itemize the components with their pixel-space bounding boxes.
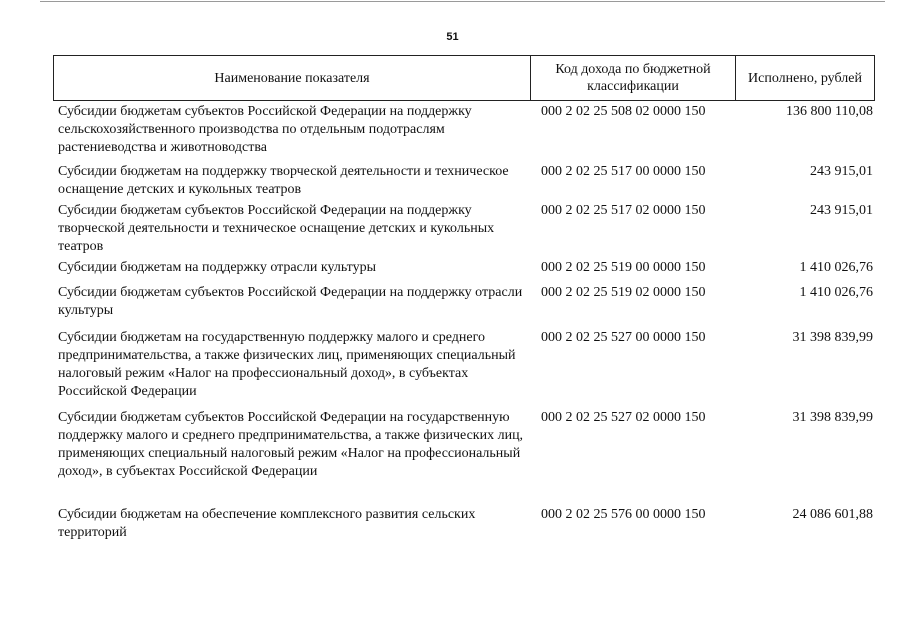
table-body <box>53 103 875 546</box>
row-code: 000 2 02 25 527 02 0000 150 <box>541 410 706 425</box>
row-name: Субсидии бюджетам субъектов Российской Федерации на поддержку творческой деятельности и техническое оснащение детских и кукольных театров <box>58 203 495 254</box>
row-code: 000 2 02 25 576 00 0000 150 <box>541 507 706 522</box>
row-code: 000 2 02 25 517 02 0000 150 <box>541 203 706 218</box>
top-rule <box>40 1 885 2</box>
row-name: Субсидии бюджетам на поддержку отрасли культуры <box>58 260 377 275</box>
row-code: 000 2 02 25 519 02 0000 150 <box>541 285 706 300</box>
row-name: Субсидии бюджетам субъектов Российской Федерации на поддержку сельскохозяйственного производства по отдельным подотраслям растениеводства и животноводства <box>58 104 472 155</box>
page-number: 51 <box>446 31 459 43</box>
row-amount: 24 086 601,88 <box>792 507 873 522</box>
table-row <box>53 506 875 546</box>
row-amount: 136 800 110,08 <box>786 104 873 119</box>
row-amount: 243 915,01 <box>810 203 873 218</box>
row-name: Субсидии бюджетам на поддержку творческой деятельности и техническое оснащение детских и кукольных театров <box>58 164 509 197</box>
table-row <box>53 103 875 163</box>
row-amount: 31 398 839,99 <box>792 330 873 345</box>
table-row <box>53 284 875 329</box>
table-row <box>53 329 875 409</box>
row-amount: 1 410 026,76 <box>799 285 873 300</box>
row-amount: 243 915,01 <box>810 164 873 179</box>
row-name: Субсидии бюджетам субъектов Российской Федерации на поддержку отрасли культуры <box>58 285 523 318</box>
table-row <box>53 259 875 284</box>
table-row <box>53 163 875 202</box>
row-code: 000 2 02 25 519 00 0000 150 <box>541 260 706 275</box>
row-amount: 31 398 839,99 <box>792 410 873 425</box>
row-code: 000 2 02 25 508 02 0000 150 <box>541 104 706 119</box>
header-name: Наименование показателя <box>54 56 531 100</box>
row-amount: 1 410 026,76 <box>799 260 873 275</box>
row-name: Субсидии бюджетам на обеспечение комплексного развития сельских территорий <box>58 507 476 540</box>
row-name: Субсидии бюджетам субъектов Российской Федерации на государственную поддержку малого и среднего предпринимательства, а также физических лиц, применяющих специальный налоговый режим «Налог на профессиональный доход», в субъектах Российской Федерации <box>58 410 524 479</box>
row-code: 000 2 02 25 527 00 0000 150 <box>541 330 706 345</box>
row-code: 000 2 02 25 517 00 0000 150 <box>541 164 706 179</box>
table-header <box>53 55 875 101</box>
table-row <box>53 202 875 259</box>
row-name: Субсидии бюджетам на государственную поддержку малого и среднего предпринимательства, а также физических лиц, применяющих специальный налоговый режим «Налог на профессиональный доход», в субъектах Российской Федерации <box>58 330 516 399</box>
header-code: Код дохода по бюджетной классификации <box>531 56 736 100</box>
table-row <box>53 409 875 506</box>
header-amount: Исполнено, рублей <box>748 70 862 86</box>
